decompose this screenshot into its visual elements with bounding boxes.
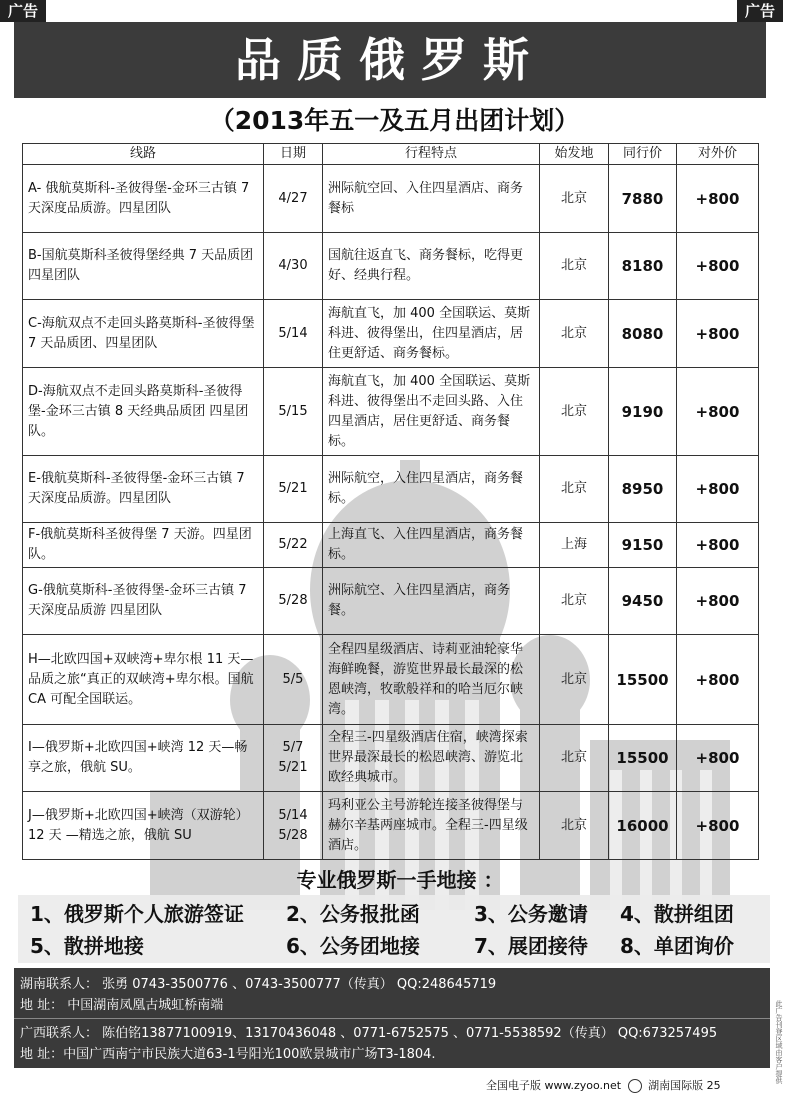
- route-cell: B-国航莫斯科圣彼得堡经典 7 天品质团 四星团队: [23, 233, 264, 300]
- table-header-row: [23, 144, 759, 165]
- table-row: [23, 456, 759, 523]
- service-item: 3、公务邀请: [474, 902, 588, 926]
- date-cell: 5/22: [264, 523, 323, 568]
- features-cell: 洲际航空，入住四星酒店，商务餐标。: [323, 456, 540, 523]
- table-row: [23, 635, 759, 725]
- table-row: [23, 165, 759, 233]
- route-cell: H—北欧四国+双峡湾+卑尔根 11 天—品质之旅“真正的双峡湾+卑尔根。国航 CA 可配全国联运。: [23, 635, 264, 725]
- public-price-cell: +800: [677, 568, 759, 635]
- features-cell: 洲际航空回、入住四星酒店、商务餐标: [323, 165, 540, 233]
- globe-icon: [628, 1079, 642, 1093]
- peer-price-cell: 9450: [609, 568, 677, 635]
- route-cell: G-俄航莫斯科-圣彼得堡-金环三古镇 7 天深度品质游 四星团队: [23, 568, 264, 635]
- header-peer-price: 同行价: [609, 144, 677, 165]
- route-cell: C-海航双点不走回头路莫斯科-圣彼得堡 7 天品质团、四星团队: [23, 300, 264, 368]
- service-item: 7、展团接待: [474, 934, 588, 958]
- subtitle: （2013年五一及五月出团计划）: [209, 106, 580, 135]
- peer-price-cell: 8080: [609, 300, 677, 368]
- guangxi-address: 地 址：中国广西南宁市民族大道63-1号阳光100欧景城市广场T3-1804.: [20, 1047, 436, 1062]
- table-row: [23, 368, 759, 456]
- route-cell: I—俄罗斯+北欧四国+峡湾 12 天—畅享之旅，俄航 SU。: [23, 725, 264, 792]
- table-row: [23, 725, 759, 792]
- tour-schedule-table: [22, 143, 759, 860]
- peer-price-cell: 9190: [609, 368, 677, 456]
- header-date: 日期: [264, 144, 323, 165]
- origin-cell: 北京: [540, 792, 609, 860]
- route-cell: E-俄航莫斯科-圣彼得堡-金环三古镇 7 天深度品质游。四星团队: [23, 456, 264, 523]
- peer-price-cell: 16000: [609, 792, 677, 860]
- peer-price-cell: 8180: [609, 233, 677, 300]
- services-panel: [18, 895, 770, 963]
- public-price-cell: +800: [677, 456, 759, 523]
- service-item: 2、公务报批函: [286, 902, 420, 926]
- table-row: [23, 568, 759, 635]
- date-cell: 5/28: [264, 568, 323, 635]
- guangxi-contact: 广西联系人： 陈伯铭13877100919、13170436048 、0771-6752575 、0771-5538592（传真） QQ:673257495: [20, 1026, 718, 1041]
- table-row: [23, 300, 759, 368]
- features-cell: 上海直飞、入住四星酒店，商务餐标。: [323, 523, 540, 568]
- service-item: 6、公务团地接: [286, 934, 420, 958]
- features-cell: 全程四星级酒店、诗莉亚油轮豪华海鲜晚餐，游览世界最长最深的松恩峡湾，牧歌般祥和的哈当厄尔峡湾。: [323, 635, 540, 725]
- public-price-cell: +800: [677, 300, 759, 368]
- service-item: 5、散拼地接: [30, 934, 144, 958]
- peer-price-cell: 8950: [609, 456, 677, 523]
- route-cell: A- 俄航莫斯科-圣彼得堡-金环三古镇 7 天深度品质游。四星团队: [23, 165, 264, 233]
- date-cell: 5/14: [264, 300, 323, 368]
- header-features: 行程特点: [323, 144, 540, 165]
- public-price-cell: +800: [677, 233, 759, 300]
- date-cell: 5/5: [264, 635, 323, 725]
- table-row: [23, 792, 759, 860]
- date-cell: 5/14 5/28: [264, 792, 323, 860]
- title-banner: 品质俄罗斯: [14, 22, 766, 98]
- contact-divider: [14, 1018, 770, 1019]
- section-title: 专业俄罗斯一手地接 ：: [296, 868, 504, 892]
- date-cell: 5/21: [264, 456, 323, 523]
- features-cell: 洲际航空、入住四星酒店，商务餐。: [323, 568, 540, 635]
- origin-cell: 上海: [540, 523, 609, 568]
- footer-page-number: 25: [706, 1079, 721, 1092]
- hunan-address: 地 址： 中国湖南凤凰古城虹桥南端: [20, 998, 224, 1013]
- table-row: [23, 233, 759, 300]
- service-item: 8、单团询价: [620, 934, 734, 958]
- origin-cell: 北京: [540, 635, 609, 725]
- public-price-cell: +800: [677, 523, 759, 568]
- header-origin: 始发地: [540, 144, 609, 165]
- hunan-contact: 湖南联系人： 张勇 0743-3500776 、0743-3500777（传真） QQ:248645719: [20, 977, 497, 992]
- features-cell: 国航往返直飞、商务餐标，吃得更好、经典行程。: [323, 233, 540, 300]
- peer-price-cell: 7880: [609, 165, 677, 233]
- ad-label-left: 广告: [0, 0, 46, 22]
- origin-cell: 北京: [540, 456, 609, 523]
- public-price-cell: +800: [677, 725, 759, 792]
- header-public-price: 对外价: [677, 144, 759, 165]
- date-cell: 5/7 5/21: [264, 725, 323, 792]
- date-cell: 4/30: [264, 233, 323, 300]
- origin-cell: 北京: [540, 233, 609, 300]
- side-note: 此广告刊登区域由客户提供: [775, 1000, 783, 1084]
- ad-label-right: 广告: [737, 0, 783, 22]
- features-cell: 全程三-四星级酒店住宿，峡湾探索世界最深最长的松恩峡湾、游览北欧经典城市。: [323, 725, 540, 792]
- service-item: 1、俄罗斯个人旅游签证: [30, 902, 244, 926]
- table-row: [23, 523, 759, 568]
- footer-edition: 全国电子版 www.zyoo.net: [486, 1079, 622, 1092]
- peer-price-cell: 15500: [609, 635, 677, 725]
- origin-cell: 北京: [540, 165, 609, 233]
- features-cell: 玛利亚公主号游轮连接圣彼得堡与赫尔辛基两座城市。全程三-四星级酒店。: [323, 792, 540, 860]
- header-route: 线路: [23, 144, 264, 165]
- public-price-cell: +800: [677, 368, 759, 456]
- route-cell: F-俄航莫斯科圣彼得堡 7 天游。四星团队。: [23, 523, 264, 568]
- contact-panel: [14, 968, 770, 1068]
- features-cell: 海航直飞，加 400 全国联运、莫斯科进、彼得堡出不走回头路、入住四星酒店，居住更舒适、商务餐标。: [323, 368, 540, 456]
- public-price-cell: +800: [677, 635, 759, 725]
- service-item: 4、散拼组团: [620, 902, 734, 926]
- peer-price-cell: 9150: [609, 523, 677, 568]
- origin-cell: 北京: [540, 568, 609, 635]
- public-price-cell: +800: [677, 165, 759, 233]
- origin-cell: 北京: [540, 300, 609, 368]
- route-cell: J—俄罗斯+北欧四国+峡湾（双游轮）12 天 —精选之旅，俄航 SU: [23, 792, 264, 860]
- page-footer: [486, 1077, 776, 1095]
- features-cell: 海航直飞，加 400 全国联运、莫斯科进、彼得堡出，住四星酒店，居住更舒适、商务餐标。: [323, 300, 540, 368]
- footer-section: 湖南国际版: [648, 1079, 704, 1092]
- date-cell: 4/27: [264, 165, 323, 233]
- origin-cell: 北京: [540, 725, 609, 792]
- route-cell: D-海航双点不走回头路莫斯科-圣彼得堡-金环三古镇 8 天经典品质团 四星团队。: [23, 368, 264, 456]
- origin-cell: 北京: [540, 368, 609, 456]
- peer-price-cell: 15500: [609, 725, 677, 792]
- date-cell: 5/15: [264, 368, 323, 456]
- public-price-cell: +800: [677, 792, 759, 860]
